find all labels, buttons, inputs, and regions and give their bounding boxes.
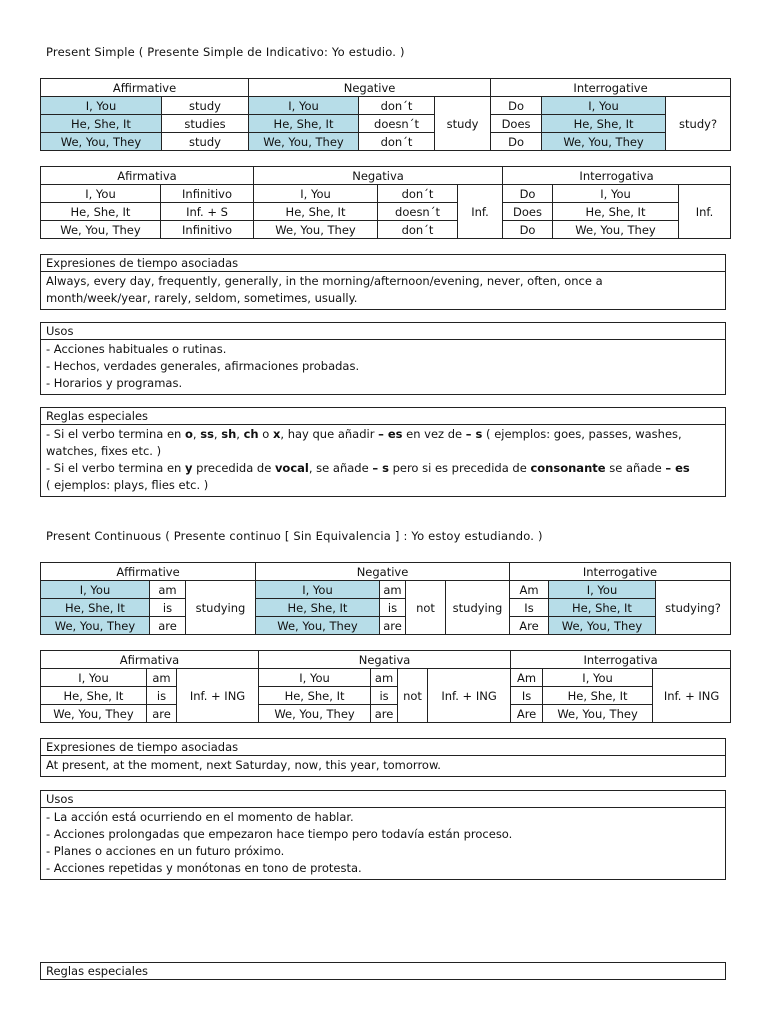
usos-title: Usos bbox=[41, 323, 725, 340]
be-cell: are bbox=[147, 705, 177, 723]
present-continuous-heading: Present Continuous ( Presente continuo [ Sin Equivalencia ] : Yo estoy estudiando. ) bbox=[46, 529, 543, 543]
be-cell: Is bbox=[510, 599, 549, 617]
pronoun-cell: I, You bbox=[254, 185, 378, 203]
be-cell: is bbox=[371, 687, 398, 705]
be-cell: are bbox=[371, 705, 398, 723]
pronoun-cell: He, She, It bbox=[41, 599, 150, 617]
not-cell: not bbox=[398, 669, 428, 723]
expresiones-title: Expresiones de tiempo asociadas bbox=[41, 739, 725, 756]
header-interrogativa: Interrogativa bbox=[503, 167, 731, 185]
usos-line: - Acciones repetidas y monótonas en tono de protesta. bbox=[46, 861, 362, 875]
pronoun-cell: I, You bbox=[259, 669, 371, 687]
pronoun-cell: He, She, It bbox=[549, 599, 656, 617]
header-interrogativa: Interrogativa bbox=[511, 651, 731, 669]
usos-title: Usos bbox=[41, 791, 725, 808]
expresiones-title: Expresiones de tiempo asociadas bbox=[41, 255, 725, 272]
pronoun-cell: I, You bbox=[549, 581, 656, 599]
be-cell: is bbox=[147, 687, 177, 705]
pronoun-cell: He, She, It bbox=[41, 687, 147, 705]
expresiones-box bbox=[40, 738, 726, 777]
header-afirmativa: Afirmativa bbox=[41, 167, 254, 185]
aux-cell: Does bbox=[491, 115, 542, 133]
verb-cell: Inf. bbox=[679, 185, 731, 239]
pronoun-cell: He, She, It bbox=[249, 115, 359, 133]
pronoun-cell: He, She, It bbox=[41, 115, 162, 133]
verb-cell: Inf. + ING bbox=[653, 669, 731, 723]
pronoun-cell: We, You, They bbox=[543, 705, 653, 723]
expresiones-line: month/week/year, rarely, seldom, sometimes, usually. bbox=[46, 291, 358, 305]
header-negative: Negative bbox=[256, 563, 510, 581]
pronoun-cell: We, You, They bbox=[542, 133, 666, 151]
be-cell: am bbox=[380, 581, 406, 599]
be-cell: Are bbox=[511, 705, 543, 723]
aux-cell: don´t bbox=[359, 97, 435, 115]
pronoun-cell: I, You bbox=[249, 97, 359, 115]
header-negative: Negative bbox=[249, 79, 491, 97]
header-afirmativa: Afirmativa bbox=[41, 651, 259, 669]
pronoun-cell: He, She, It bbox=[553, 203, 679, 221]
pronoun-cell: We, You, They bbox=[41, 133, 162, 151]
usos-line: - La acción está ocurriendo en el momento de hablar. bbox=[46, 810, 354, 824]
be-cell: am bbox=[147, 669, 177, 687]
pronoun-cell: I, You bbox=[41, 669, 147, 687]
present-simple-table-en bbox=[40, 78, 731, 151]
aux-cell: don´t bbox=[378, 185, 458, 203]
reglas-line: - Si el verbo termina en o, ss, sh, ch o x, hay que añadir – es en vez de – s ( ejemplos: goes, passes, washes, bbox=[46, 427, 682, 441]
present-continuous-table-es bbox=[40, 650, 731, 723]
be-cell: Am bbox=[511, 669, 543, 687]
pronoun-cell: He, She, It bbox=[542, 115, 666, 133]
pronoun-cell: We, You, They bbox=[553, 221, 679, 239]
aux-cell: Do bbox=[503, 185, 553, 203]
pronoun-cell: We, You, They bbox=[41, 221, 161, 239]
usos-line: - Acciones prolongadas que empezaron hace tiempo pero todavía están proceso. bbox=[46, 827, 513, 841]
pronoun-cell: I, You bbox=[41, 185, 161, 203]
expresiones-box bbox=[40, 254, 726, 310]
header-interrogative: Interrogative bbox=[491, 79, 731, 97]
pronoun-cell: I, You bbox=[256, 581, 380, 599]
pronoun-cell: We, You, They bbox=[254, 221, 378, 239]
usos-line: - Horarios y programas. bbox=[46, 376, 183, 390]
usos-line: - Acciones habituales o rutinas. bbox=[46, 342, 227, 356]
verb-cell: Inf. bbox=[458, 185, 503, 239]
aux-cell: doesn´t bbox=[359, 115, 435, 133]
pronoun-cell: We, You, They bbox=[259, 705, 371, 723]
pronoun-cell: We, You, They bbox=[256, 617, 380, 635]
be-cell: am bbox=[150, 581, 186, 599]
pronoun-cell: He, She, It bbox=[254, 203, 378, 221]
aux-cell: Does bbox=[503, 203, 553, 221]
verb-cell: Inf. + ING bbox=[177, 669, 259, 723]
header-affirmative: Affirmative bbox=[41, 563, 256, 581]
pronoun-cell: We, You, They bbox=[549, 617, 656, 635]
present-simple-heading: Present Simple ( Presente Simple de Indicativo: Yo estudio. ) bbox=[46, 45, 405, 59]
verb-cell: studying bbox=[446, 581, 510, 635]
pronoun-cell: I, You bbox=[553, 185, 679, 203]
header-negativa: Negativa bbox=[254, 167, 503, 185]
pronoun-cell: He, She, It bbox=[259, 687, 371, 705]
verb-cell: Infinitivo bbox=[161, 185, 254, 203]
usos-line: - Hechos, verdades generales, afirmaciones probadas. bbox=[46, 359, 360, 373]
pronoun-cell: I, You bbox=[41, 97, 162, 115]
aux-cell: don´t bbox=[378, 221, 458, 239]
be-cell: is bbox=[150, 599, 186, 617]
verb-cell: Inf. + ING bbox=[428, 669, 511, 723]
reglas-box bbox=[40, 962, 726, 980]
pronoun-cell: We, You, They bbox=[249, 133, 359, 151]
verb-cell: study bbox=[162, 97, 249, 115]
pronoun-cell: I, You bbox=[542, 97, 666, 115]
usos-line: - Planes o acciones en un futuro próximo. bbox=[46, 844, 285, 858]
header-interrogative: Interrogative bbox=[510, 563, 731, 581]
be-cell: is bbox=[380, 599, 406, 617]
verb-cell: studies bbox=[162, 115, 249, 133]
pronoun-cell: We, You, They bbox=[41, 705, 147, 723]
reglas-title: Reglas especiales bbox=[41, 408, 725, 425]
aux-cell: Do bbox=[503, 221, 553, 239]
pronoun-cell: I, You bbox=[41, 581, 150, 599]
reglas-title: Reglas especiales bbox=[46, 964, 149, 978]
present-simple-table-es bbox=[40, 166, 731, 239]
aux-cell: doesn´t bbox=[378, 203, 458, 221]
pronoun-cell: He, She, It bbox=[543, 687, 653, 705]
be-cell: Is bbox=[511, 687, 543, 705]
reglas-line: watches, fixes etc. ) bbox=[46, 444, 162, 458]
usos-box bbox=[40, 790, 726, 880]
be-cell: Are bbox=[510, 617, 549, 635]
pronoun-cell: We, You, They bbox=[41, 617, 150, 635]
expresiones-line: At present, at the moment, next Saturday, now, this year, tomorrow. bbox=[46, 758, 441, 772]
verb-cell: study bbox=[435, 97, 491, 151]
verb-cell: study bbox=[162, 133, 249, 151]
verb-cell: Infinitivo bbox=[161, 221, 254, 239]
present-continuous-table-en bbox=[40, 562, 731, 635]
reglas-line: - Si el verbo termina en y precedida de vocal, se añade – s pero si es precedida de consonante se añade – es bbox=[46, 461, 690, 475]
verb-cell: studying? bbox=[656, 581, 731, 635]
be-cell: Am bbox=[510, 581, 549, 599]
reglas-line: ( ejemplos: plays, flies etc. ) bbox=[46, 478, 209, 492]
verb-cell: Inf. + S bbox=[161, 203, 254, 221]
header-negativa: Negativa bbox=[259, 651, 511, 669]
usos-box bbox=[40, 322, 726, 395]
pronoun-cell: He, She, It bbox=[41, 203, 161, 221]
verb-cell: study? bbox=[666, 97, 731, 151]
reglas-box bbox=[40, 407, 726, 497]
expresiones-line: Always, every day, frequently, generally, in the morning/afternoon/evening, never, often, once a bbox=[46, 274, 603, 288]
aux-cell: don´t bbox=[359, 133, 435, 151]
header-affirmative: Affirmative bbox=[41, 79, 249, 97]
not-cell: not bbox=[406, 581, 446, 635]
be-cell: are bbox=[380, 617, 406, 635]
pronoun-cell: He, She, It bbox=[256, 599, 380, 617]
be-cell: are bbox=[150, 617, 186, 635]
aux-cell: Do bbox=[491, 97, 542, 115]
verb-cell: studying bbox=[186, 581, 256, 635]
be-cell: am bbox=[371, 669, 398, 687]
pronoun-cell: I, You bbox=[543, 669, 653, 687]
aux-cell: Do bbox=[491, 133, 542, 151]
